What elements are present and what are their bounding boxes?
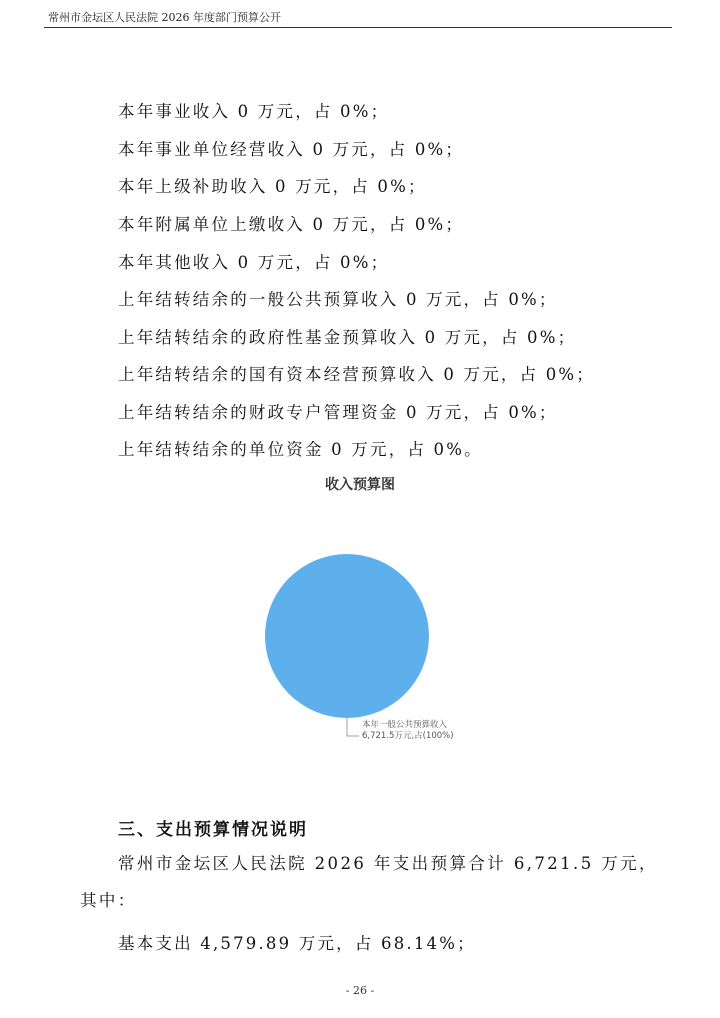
- income-line: 本年上级补助收入 0 万元，占 0%；: [118, 177, 427, 196]
- income-line: 上年结转结余的国有资本经营预算收入 0 万元，占 0%；: [118, 365, 596, 384]
- income-line: 本年附属单位上缴收入 0 万元，占 0%；: [118, 215, 465, 234]
- income-line: 上年结转结余的政府性基金预算收入 0 万元，占 0%；: [118, 328, 577, 347]
- pie-data-label: 6,721.5万元,占(100%): [362, 731, 454, 741]
- basic-expense-line: 基本支出 4,579.89 万元，占 68.14%；: [118, 934, 476, 953]
- expense-summary-paragraph: 常州市金坛区人民法院 2026 年支出预算合计 6,721.5 万元，: [118, 854, 658, 873]
- pie-slices: [265, 554, 429, 718]
- income-line: 上年结转结余的财政专户管理资金 0 万元，占 0%；: [118, 403, 558, 422]
- income-line: 本年其他收入 0 万元，占 0%；: [118, 253, 390, 272]
- data-label-leader-line: [347, 718, 359, 736]
- income-line: 上年结转结余的单位资金 0 万元，占 0%。: [118, 440, 483, 459]
- section-heading: 三、支出预算情况说明: [118, 820, 308, 840]
- income-line: 上年结转结余的一般公共预算收入 0 万元，占 0%；: [118, 290, 558, 309]
- expense-summary-continuation: 其中：: [80, 891, 137, 910]
- pie-data-label: 本年一般公共预算收入: [362, 720, 448, 730]
- page-number: - 26 -: [345, 984, 375, 997]
- income-line: 本年事业单位经营收入 0 万元，占 0%；: [118, 140, 465, 159]
- pie-slice: [265, 554, 429, 718]
- chart-title: 收入预算图: [325, 477, 395, 493]
- page-header-title: 常州市金坛区人民法院 2026 年度部门预算公开: [48, 11, 281, 24]
- income-line: 本年事业收入 0 万元，占 0%；: [118, 102, 390, 121]
